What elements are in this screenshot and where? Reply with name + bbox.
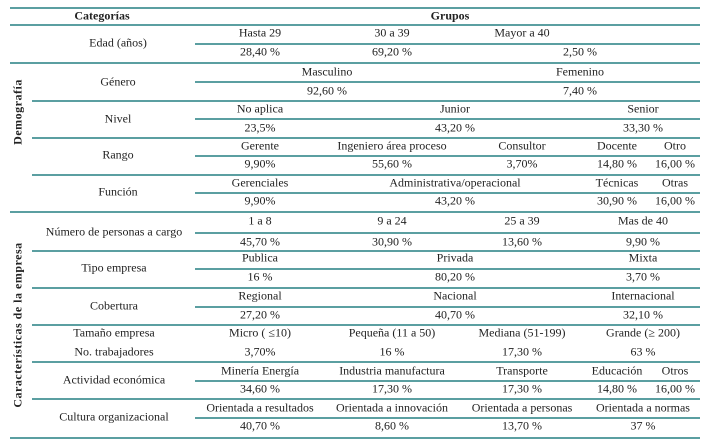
group-label: 25 a 39 bbox=[504, 213, 540, 228]
group-label: Internacional bbox=[611, 288, 675, 303]
group-value: 16,00 % bbox=[655, 381, 695, 396]
group-value: 43,20 % bbox=[435, 120, 475, 135]
group-value: 30,90 % bbox=[372, 234, 412, 249]
row-rule bbox=[32, 250, 700, 252]
group-value: 37 % bbox=[630, 418, 656, 433]
group-label: Regional bbox=[238, 288, 282, 303]
group-value: 14,80 % bbox=[597, 156, 637, 171]
sub-rule bbox=[195, 268, 700, 270]
group-value: 23,5% bbox=[244, 120, 276, 135]
sub-rule bbox=[195, 380, 700, 382]
group-value: 2,50 % bbox=[563, 44, 597, 59]
group-label: Docente bbox=[597, 138, 637, 153]
group-value: 9,90 % bbox=[626, 234, 660, 249]
group-label: Micro ( ≤10) bbox=[229, 325, 291, 340]
row-rule bbox=[10, 437, 700, 439]
row-label: Número de personas a cargo bbox=[45, 224, 183, 238]
row-label: Cultura organizacional bbox=[59, 409, 169, 424]
group-value: 16 % bbox=[379, 344, 405, 359]
group-value: 30,90 % bbox=[597, 193, 637, 208]
group-label: Orientada a resultados bbox=[206, 400, 314, 415]
row-label: Género bbox=[100, 74, 136, 88]
group-value: 28,40 % bbox=[240, 44, 280, 59]
group-value: 33,30 % bbox=[623, 120, 663, 135]
group-value: 3,70% bbox=[506, 156, 538, 171]
group-value: 16,00 % bbox=[655, 193, 695, 208]
group-value: 8,60 % bbox=[375, 418, 409, 433]
group-value: 63 % bbox=[630, 344, 656, 359]
row-rule bbox=[32, 287, 700, 289]
row-label: Tamaño empresa bbox=[73, 325, 155, 340]
row-rule bbox=[32, 100, 700, 102]
group-value: 45,70 % bbox=[240, 234, 280, 249]
group-value: 16,00 % bbox=[655, 156, 695, 171]
group-label: Gerenciales bbox=[231, 175, 289, 190]
group-value: 16 % bbox=[247, 269, 273, 284]
group-label: Minería Energía bbox=[220, 363, 300, 378]
group-label: Consultor bbox=[498, 138, 546, 153]
sub-rule bbox=[195, 118, 700, 120]
group-label: Mixta bbox=[628, 250, 658, 265]
group-label: Orientada a normas bbox=[596, 400, 690, 415]
group-value: 17,30 % bbox=[502, 344, 542, 359]
group-label: Femenino bbox=[556, 64, 604, 79]
section-caracteristicas-empresa: Características de la empresa bbox=[10, 242, 25, 408]
group-label: Orientada a innovación bbox=[336, 400, 448, 415]
group-label: Administrativa/operacional bbox=[389, 175, 521, 190]
group-value: 7,40 % bbox=[563, 83, 597, 98]
group-label: Grande (≥ 200) bbox=[606, 325, 680, 340]
group-label: Mediana (51-199) bbox=[478, 325, 566, 340]
group-value: 34,60 % bbox=[240, 381, 280, 396]
group-label: Privada bbox=[436, 250, 474, 265]
header-categories: Categorías bbox=[74, 8, 130, 23]
group-label: Otras bbox=[662, 175, 688, 190]
row-label: Actividad económica bbox=[62, 372, 166, 387]
group-label: Transporte bbox=[496, 363, 548, 378]
row-label: Nivel bbox=[104, 111, 132, 125]
group-label: Mas de 40 bbox=[618, 213, 668, 228]
group-label: Educación bbox=[591, 363, 643, 378]
row-label: Rango bbox=[102, 147, 134, 162]
group-value: 3,70% bbox=[244, 344, 276, 359]
group-value: 27,20 % bbox=[240, 307, 280, 322]
group-value: 40,70 % bbox=[240, 418, 280, 433]
group-value: 40,70 % bbox=[435, 307, 475, 322]
group-label: Mayor a 40 bbox=[494, 25, 550, 40]
group-label: Técnicas bbox=[595, 175, 639, 190]
sub-rule bbox=[195, 232, 700, 234]
section-demografia: Demografía bbox=[10, 79, 25, 145]
group-label: Hasta 29 bbox=[238, 25, 282, 40]
header-rule bbox=[10, 24, 700, 26]
group-label: Masculino bbox=[301, 64, 353, 79]
group-label: Orientada a personas bbox=[471, 400, 573, 415]
sub-rule bbox=[195, 192, 700, 194]
group-value: 9,90% bbox=[244, 156, 276, 171]
group-label: 1 a 8 bbox=[248, 213, 272, 228]
sub-rule bbox=[195, 417, 700, 419]
group-label: Nacional bbox=[433, 288, 477, 303]
sub-rule bbox=[195, 306, 700, 308]
group-label: Senior bbox=[627, 101, 659, 116]
group-value: 32,10 % bbox=[623, 307, 663, 322]
group-value: 17,30 % bbox=[372, 381, 412, 396]
group-label: Industria manufactura bbox=[339, 363, 445, 378]
group-value: 17,30 % bbox=[502, 381, 542, 396]
group-label: Otro bbox=[664, 138, 686, 153]
group-value: 13,60 % bbox=[502, 234, 542, 249]
row-rule bbox=[10, 211, 700, 213]
group-value: 69,20 % bbox=[372, 44, 412, 59]
group-value: 9,90% bbox=[244, 193, 276, 208]
row-label: Función bbox=[98, 184, 138, 199]
group-label: Pequeña (11 a 50) bbox=[348, 325, 436, 340]
sub-rule bbox=[195, 81, 700, 83]
group-label: Otros bbox=[661, 363, 689, 378]
row-label: Tipo empresa bbox=[81, 260, 147, 274]
group-value: 80,20 % bbox=[435, 269, 475, 284]
sub-rule bbox=[195, 155, 700, 157]
row-label-secondary: No. trabajadores bbox=[74, 344, 154, 359]
row-label: Cobertura bbox=[90, 298, 138, 312]
group-value: 13,70 % bbox=[502, 418, 542, 433]
group-label: No aplica bbox=[236, 101, 284, 116]
group-label: 9 a 24 bbox=[377, 213, 407, 228]
group-value: 3,70 % bbox=[626, 269, 660, 284]
group-value: 43,20 % bbox=[435, 193, 475, 208]
header-groups: Grupos bbox=[430, 8, 470, 23]
group-label: Publica bbox=[242, 250, 278, 265]
group-label: Gerente bbox=[241, 138, 279, 153]
group-value: 92,60 % bbox=[307, 83, 347, 98]
group-label: 30 a 39 bbox=[374, 25, 410, 40]
group-value: 55,60 % bbox=[372, 156, 412, 171]
row-label: Edad (años) bbox=[89, 35, 147, 49]
sub-rule bbox=[195, 43, 700, 45]
group-label: Junior bbox=[440, 101, 470, 116]
group-value: 14,80 % bbox=[597, 381, 637, 396]
group-label: Ingeniero área proceso bbox=[337, 138, 447, 153]
